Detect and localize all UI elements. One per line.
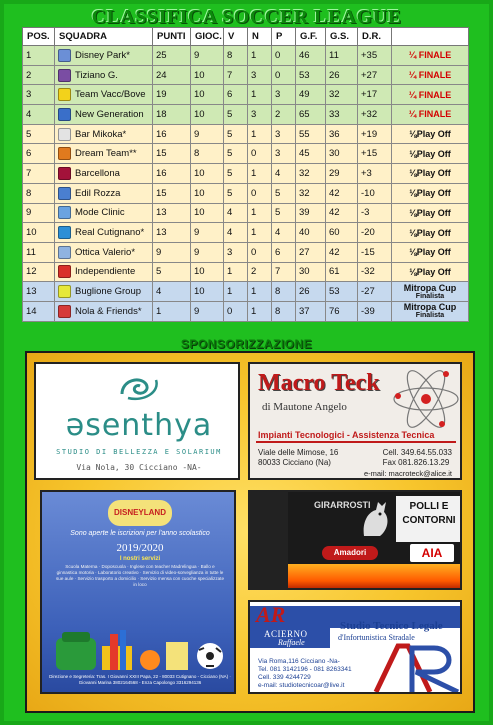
qualification-label: ⅛Play Off (409, 266, 451, 277)
cell-n: 0 (248, 183, 272, 203)
cell-dr: -20 (358, 223, 392, 243)
essenthya-name: əsenthya (65, 408, 213, 443)
disneyland-headline: Sono aperte le iscrizioni per l'anno scolastico (70, 530, 210, 537)
cell-gs: 29 (326, 164, 358, 184)
team-name: Disney Park (75, 49, 127, 61)
cell-p: 3 (272, 85, 296, 105)
ad-essenthya[interactable] (34, 362, 240, 480)
qualification-note (392, 242, 469, 262)
studio-surname: ACIERNO (264, 629, 308, 639)
cell-punti: 25 (153, 46, 191, 66)
girarrosti-side-panel (250, 492, 288, 590)
column-header: N (248, 28, 272, 46)
team-name: Mode Clinic (75, 207, 125, 219)
column-header (392, 28, 469, 46)
team-star: * (126, 49, 130, 61)
team-cell (55, 164, 153, 184)
cell-n: 2 (248, 262, 272, 282)
qualification-note (392, 262, 469, 282)
table-row[interactable] (23, 223, 469, 243)
amadori-logo: Amadori (322, 546, 378, 560)
cell-pos: 8 (23, 183, 55, 203)
cell-gs: 26 (326, 65, 358, 85)
cell-gf: 40 (296, 223, 326, 243)
cell-gioc: 10 (191, 164, 224, 184)
qualification-note (392, 282, 469, 302)
cell-gioc: 9 (191, 301, 224, 321)
cell-gs: 32 (326, 85, 358, 105)
team-name: Independiente (75, 266, 136, 278)
table-row[interactable] (23, 164, 469, 184)
qualification-sublabel: Finalista (415, 292, 445, 300)
cell-gf: 55 (296, 124, 326, 144)
ad-macroteck[interactable] (248, 362, 462, 480)
team-cell (55, 183, 153, 203)
macroteck-owner: di Mautone Angelo (262, 401, 347, 413)
cell-gioc: 10 (191, 183, 224, 203)
qualification-note (392, 183, 469, 203)
cell-v: 8 (224, 46, 248, 66)
cell-punti: 16 (153, 164, 191, 184)
team-badge-icon (58, 147, 71, 160)
team-name: Buglione Group (75, 286, 142, 298)
qualification-label: Mitropa Cup (403, 302, 457, 313)
cell-v: 0 (224, 301, 248, 321)
cell-gs: 36 (326, 124, 358, 144)
cell-punti: 16 (153, 124, 191, 144)
qualification-sublabel: Finalista (415, 312, 445, 320)
team-badge-icon (58, 69, 71, 82)
cell-dr: -39 (358, 301, 392, 321)
swirl-logo-icon (114, 372, 164, 402)
team-cell (55, 262, 153, 282)
cell-gioc: 9 (191, 242, 224, 262)
cell-punti: 4 (153, 282, 191, 302)
cell-gioc: 8 (191, 144, 224, 164)
cell-gioc: 10 (191, 282, 224, 302)
cell-dr: +19 (358, 124, 392, 144)
studio-cell: Cell. 339 4244729 (258, 674, 311, 681)
cell-punti: 13 (153, 223, 191, 243)
cell-pos: 2 (23, 65, 55, 85)
cell-p: 3 (272, 124, 296, 144)
cell-gs: 53 (326, 282, 358, 302)
cell-v: 5 (224, 183, 248, 203)
column-header: G.S. (326, 28, 358, 46)
cell-punti: 24 (153, 65, 191, 85)
team-name: Bar Mikoka (75, 128, 123, 140)
qualification-label: ¼ FINALE (408, 50, 452, 61)
cell-gs: 42 (326, 242, 358, 262)
table-row[interactable] (23, 85, 469, 105)
team-name: New Generation (75, 108, 144, 120)
cell-punti: 9 (153, 242, 191, 262)
team-cell (55, 301, 153, 321)
column-header: P (272, 28, 296, 46)
disneyland-footer: Direzione e Segreteria: Tras. I Giovanni XXIII Papa, 22 - 80033 Cutignano - Cicciano (NA) · Giovanni Marina 3802164568 - Enza Capolongo 3316294136 (49, 674, 231, 685)
cell-v: 4 (224, 223, 248, 243)
cell-gs: 76 (326, 301, 358, 321)
cell-punti: 19 (153, 85, 191, 105)
cell-n: 1 (248, 85, 272, 105)
table-row[interactable] (23, 144, 469, 164)
cell-pos: 9 (23, 203, 55, 223)
ad-girarrosti[interactable] (248, 490, 462, 590)
cell-gioc: 10 (191, 65, 224, 85)
table-row[interactable] (23, 46, 469, 66)
page-title: CLASSIFICA SOCCER LEAGUE (91, 6, 402, 28)
column-header: SQUADRA (55, 28, 153, 46)
cell-n: 1 (248, 203, 272, 223)
studio-title: Studio Tecnico Legale (340, 620, 443, 632)
qualification-note (392, 65, 469, 85)
cell-p: 6 (272, 242, 296, 262)
table-row[interactable] (23, 183, 469, 203)
team-cell (55, 203, 153, 223)
cell-pos: 11 (23, 242, 55, 262)
cell-dr: -27 (358, 282, 392, 302)
cell-gioc: 10 (191, 203, 224, 223)
macroteck-name: Macro Teck (258, 370, 380, 396)
team-badge-icon (58, 49, 71, 62)
disneyland-body: Scuola Materna · Doposcuola · Inglese con teacher Madrelingua · Ballo e ginnastica motoria · Laboratorio creativo · Servizio di video-sorveglianza in tutte le sue aule · Servizio trasporto a domicilio · Servizio mensa con cuoche specializzate in loco (56, 564, 225, 587)
ar-monogram-icon (372, 642, 462, 694)
fire-background (288, 564, 462, 590)
qualification-label: ¼ FINALE (408, 109, 452, 120)
qualification-label: ⅛Play Off (409, 227, 451, 238)
disneyland-services-title: I nostri servizi (119, 556, 161, 562)
studio-tel: Tel. 081 3142196 - 081 8263341 (258, 666, 352, 673)
cell-pos: 13 (23, 282, 55, 302)
sponsor-title: SPONSORIZZAZIONE (180, 337, 313, 351)
cell-punti: 15 (153, 144, 191, 164)
cell-v: 5 (224, 144, 248, 164)
cell-v: 3 (224, 242, 248, 262)
cell-pos: 4 (23, 105, 55, 125)
cell-gf: 30 (296, 262, 326, 282)
team-cell (55, 282, 153, 302)
girarrosti-polli (396, 496, 462, 542)
team-cell (55, 46, 153, 66)
qualification-label: ¼ FINALE (408, 89, 452, 100)
girarrosti-header: GIRARROSTI (314, 500, 371, 510)
team-star: * (122, 128, 127, 140)
cell-p: 0 (272, 46, 296, 66)
cell-gf: 26 (296, 282, 326, 302)
cell-pos: 6 (23, 144, 55, 164)
cell-gioc: 9 (191, 46, 224, 66)
table-row[interactable] (23, 203, 469, 223)
cell-gf: 32 (296, 164, 326, 184)
cell-p: 2 (272, 105, 296, 125)
cell-n: 3 (248, 105, 272, 125)
column-header: POS. (23, 28, 55, 46)
column-header: PUNTI (153, 28, 191, 46)
team-badge-icon (58, 128, 71, 141)
cell-punti: 5 (153, 262, 191, 282)
team-badge-icon (58, 265, 71, 278)
cell-dr: +3 (358, 164, 392, 184)
macroteck-address (258, 448, 338, 468)
cell-p: 5 (272, 183, 296, 203)
team-badge-icon (58, 206, 71, 219)
cell-v: 5 (224, 164, 248, 184)
qualification-note (392, 46, 469, 66)
cell-n: 1 (248, 164, 272, 184)
girarrosti-polli-line-2: CONTORNI (402, 515, 456, 526)
team-badge-icon (58, 246, 71, 259)
girarrosti-polli-line-1: POLLI E (409, 501, 449, 512)
table-row[interactable] (23, 65, 469, 85)
team-star: * (137, 305, 142, 317)
cell-p: 8 (272, 301, 296, 321)
studio-firstname: Raffaele (278, 638, 305, 647)
qualification-label: ⅛Play Off (409, 247, 451, 258)
macroteck-address-line-2: 80033 Cicciano (Na) (258, 458, 331, 467)
cell-v: 6 (224, 85, 248, 105)
cell-v: 5 (224, 105, 248, 125)
team-name: Dream Team** (75, 148, 137, 160)
cell-punti: 15 (153, 183, 191, 203)
cell-v: 1 (224, 262, 248, 282)
team-badge-icon (58, 305, 71, 318)
cell-n: 1 (248, 124, 272, 144)
cell-dr: +35 (358, 46, 392, 66)
cell-pos: 10 (23, 223, 55, 243)
team-badge-icon (58, 88, 71, 101)
column-header: G.F. (296, 28, 326, 46)
cell-gf: 45 (296, 144, 326, 164)
qualification-note (392, 203, 469, 223)
qualification-note (392, 301, 469, 321)
team-cell (55, 124, 153, 144)
team-name: Edil Rozza (75, 187, 121, 199)
cell-dr: +17 (358, 85, 392, 105)
team-name: Tiziano G. (75, 69, 118, 81)
cell-dr: -3 (358, 203, 392, 223)
cell-dr: -15 (358, 242, 392, 262)
studio-address: Via Roma,116 Cicciano -Na- (258, 658, 340, 665)
table-row[interactable] (23, 105, 469, 125)
rooster-icon (358, 496, 392, 540)
cell-v: 5 (224, 124, 248, 144)
macroteck-contact (383, 448, 452, 468)
cell-gf: 53 (296, 65, 326, 85)
qualification-label: ⅛Play Off (409, 188, 451, 199)
team-cell (55, 105, 153, 125)
team-cell (55, 85, 153, 105)
team-cell (55, 65, 153, 85)
team-star: * (140, 227, 145, 239)
cell-pos: 5 (23, 124, 55, 144)
standings-table (22, 27, 469, 322)
cell-dr: -32 (358, 262, 392, 282)
disneyland-year: 2019/2020 (116, 542, 164, 554)
essenthya-address: Via Nola, 30 Cicciano -NA- (76, 463, 202, 472)
cell-dr: +27 (358, 65, 392, 85)
macroteck-cell: Cell. 349.64.55.033 (382, 448, 452, 457)
qualification-note (392, 144, 469, 164)
cell-v: 7 (224, 65, 248, 85)
cell-gioc: 9 (191, 223, 224, 243)
column-header: D.R. (358, 28, 392, 46)
studio-contacts (258, 658, 352, 690)
cell-n: 1 (248, 46, 272, 66)
cell-gioc: 9 (191, 124, 224, 144)
team-name: Real Cutignano (75, 227, 141, 239)
qualification-note (392, 164, 469, 184)
cell-pos: 3 (23, 85, 55, 105)
cell-v: 1 (224, 282, 248, 302)
cell-gs: 42 (326, 203, 358, 223)
cell-n: 1 (248, 282, 272, 302)
team-badge-icon (58, 167, 71, 180)
table-row[interactable] (23, 262, 469, 282)
cell-pos: 1 (23, 46, 55, 66)
cell-p: 0 (272, 65, 296, 85)
column-header: V (224, 28, 248, 46)
cell-pos: 14 (23, 301, 55, 321)
table-row[interactable] (23, 124, 469, 144)
cell-dr: +15 (358, 144, 392, 164)
cell-pos: 12 (23, 262, 55, 282)
atom-icon (390, 366, 462, 432)
table-row[interactable] (23, 242, 469, 262)
cell-gs: 42 (326, 183, 358, 203)
team-badge-icon (58, 285, 71, 298)
aia-logo: AIA (410, 544, 454, 562)
cell-p: 4 (272, 223, 296, 243)
cell-gf: 32 (296, 183, 326, 203)
team-name: Team Vacc/Bove (75, 89, 146, 101)
qualification-label: ⅛Play Off (409, 207, 451, 218)
cell-gf: 37 (296, 301, 326, 321)
cell-gf: 27 (296, 242, 326, 262)
cell-gf: 65 (296, 105, 326, 125)
cell-punti: 18 (153, 105, 191, 125)
studio-ar-logo: AR (256, 602, 286, 627)
team-cell (55, 223, 153, 243)
qualification-note (392, 105, 469, 125)
cell-gs: 60 (326, 223, 358, 243)
qualification-note (392, 124, 469, 144)
cell-gioc: 10 (191, 105, 224, 125)
cell-gioc: 10 (191, 262, 224, 282)
team-badge-icon (58, 226, 71, 239)
qualification-note (392, 85, 469, 105)
cell-n: 0 (248, 242, 272, 262)
table-body (23, 46, 469, 322)
cell-p: 4 (272, 164, 296, 184)
cell-p: 8 (272, 282, 296, 302)
team-badge-icon (58, 187, 71, 200)
qualification-label: ¼ FINALE (408, 70, 452, 81)
cell-dr: +32 (358, 105, 392, 125)
cell-n: 0 (248, 144, 272, 164)
team-cell (55, 144, 153, 164)
disneyland-logo: DISNEYLAND (108, 500, 172, 526)
team-star: * (131, 246, 136, 258)
macroteck-email: e-mail: macroteck@alice.it (363, 469, 452, 478)
cell-pos: 7 (23, 164, 55, 184)
essenthya-tagline: STUDIO DI BELLEZZA E SOLARIUM (56, 448, 222, 456)
macroteck-service: Impianti Tecnologici - Assistenza Tecnica (258, 430, 435, 440)
table-header-row (23, 28, 469, 46)
cell-gs: 61 (326, 262, 358, 282)
cell-punti: 13 (153, 203, 191, 223)
qualification-label: ⅛Play Off (409, 168, 451, 179)
qualification-label: ⅛Play Off (409, 129, 451, 140)
cell-v: 4 (224, 203, 248, 223)
team-name: Nola & Friends (75, 305, 138, 317)
cell-n: 1 (248, 223, 272, 243)
studio-subtitle: d'Infortunistica Stradale (338, 633, 415, 642)
table-row[interactable] (23, 301, 469, 321)
team-badge-icon (58, 108, 71, 121)
cell-dr: -10 (358, 183, 392, 203)
cell-gs: 11 (326, 46, 358, 66)
cell-gs: 30 (326, 144, 358, 164)
cell-gs: 33 (326, 105, 358, 125)
macroteck-divider (256, 441, 456, 443)
cell-p: 7 (272, 262, 296, 282)
qualification-note (392, 223, 469, 243)
cell-gf: 46 (296, 46, 326, 66)
studio-email: e-mail: studiotecnicoar@live.it (258, 682, 345, 689)
team-cell (55, 242, 153, 262)
cell-gioc: 10 (191, 85, 224, 105)
team-name: Barcellona (75, 167, 120, 179)
school-supplies-illustration-icon (50, 616, 230, 672)
team-name: Ottica Valerio (75, 246, 132, 258)
qualification-label: ⅛Play Off (409, 148, 451, 159)
macroteck-fax: Fax 081.826.13.29 (382, 458, 450, 467)
cell-n: 1 (248, 301, 272, 321)
cell-gf: 39 (296, 203, 326, 223)
table-row[interactable] (23, 282, 469, 302)
column-header: GIOC. (191, 28, 224, 46)
qualification-label: Mitropa Cup (403, 282, 457, 293)
cell-p: 5 (272, 203, 296, 223)
macroteck-address-line-1: Viale delle Mimose, 16 (258, 448, 339, 457)
ad-disneyland[interactable] (40, 490, 236, 694)
cell-gf: 49 (296, 85, 326, 105)
ad-studio-tecnico[interactable] (248, 600, 462, 694)
cell-p: 3 (272, 144, 296, 164)
cell-n: 3 (248, 65, 272, 85)
cell-punti: 1 (153, 301, 191, 321)
